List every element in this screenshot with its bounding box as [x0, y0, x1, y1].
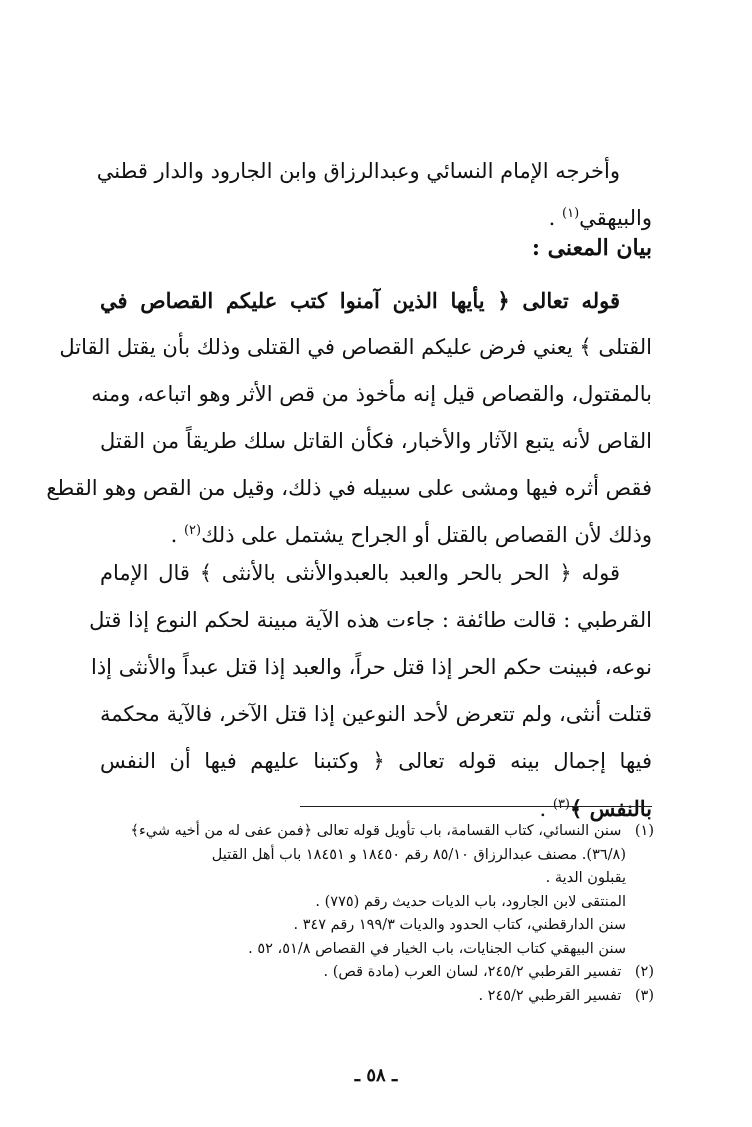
paragraph-line: القاص لأنه يتبع الآثار والأخبار، فكأن القاتل سلك طريقاً من القتل: [100, 429, 652, 453]
end-mark: .: [170, 523, 178, 547]
paragraph-line: فقص أثره فيها ومشى على سبيله في ذلك، وقيل من القص وهو القطع: [46, 476, 652, 500]
footnotes: [98, 820, 654, 1008]
paragraph-2: [46, 277, 652, 559]
paragraph-line: قوله ﴿ الحر بالحر والعبد بالعبدوالأنثى بالأنثى ﴾ قال الإمام: [100, 561, 620, 585]
paragraph-line: بالنفس ﴾: [570, 796, 652, 821]
footnote-number: (٣): [634, 987, 654, 1004]
section-heading: بيان المعنى :: [531, 235, 652, 261]
page-number: ـ ٥٨ ـ: [354, 1065, 398, 1086]
footnote-line: سنن البيهقي كتاب الجنايات، باب الخيار في القصاص ٥١/٨، ٥٢ .: [248, 940, 626, 957]
footnote-2: [98, 961, 654, 985]
paragraph-line: وذلك لأن القصاص بالقتل أو الجراح يشتمل على ذلك: [201, 523, 652, 547]
footnote-text: تفسير القرطبي ٢٤٥/٢، لسان العرب (مادة قص) .: [323, 964, 622, 980]
footnote-reference: (١): [562, 206, 580, 221]
paragraph-line: قتلت أنثى، ولم تتعرض لأحد النوعين إذا قتل الآخر، فالآية محكمة: [100, 702, 652, 726]
end-mark: .: [539, 797, 547, 821]
footnote-line: سنن الدارقطني، كتاب الحدود والديات ١٩٩/٣ رقم ٣٤٧ .: [293, 917, 626, 933]
footnote-line: (٣٦/٨). مصنف عبدالرزاق ٨٥/١٠ رقم ١٨٤٥٠ و ١٨٤٥١ باب أهل القتيل: [211, 846, 626, 863]
footnote-reference: (٢): [183, 523, 202, 538]
footnote-3: [98, 985, 654, 1009]
footnote-text: سنن النسائي، كتاب القسامة، باب تأويل قوله تعالى ﴿فمن عفى له من أخيه شيء﴾: [130, 823, 622, 839]
footnote-number: (١): [634, 823, 654, 839]
footnote-number: (٢): [634, 964, 654, 980]
footnote-reference: (٣): [552, 797, 570, 812]
paragraph-3: [89, 550, 652, 832]
footnote-line: المنتقى لابن الجارود، باب الديات حديث رقم (٧٧٥) .: [315, 893, 626, 910]
paragraph-line: وأخرجه الإمام النسائي وعبدالرزاق وابن الجارود والدار قطني: [96, 159, 620, 183]
paragraph-line: نوعه، فبينت حكم الحر إذا قتل حراً، والعبد إذا قتل عبداً والأنثى إذا: [91, 655, 652, 679]
end-mark: .: [548, 206, 556, 230]
paragraph-line: القتلى ﴾ يعني فرض عليكم القصاص في القتلى وذلك بأن يقتل القاتل: [59, 335, 652, 359]
paragraph-line: فيها إجمال بينه قوله تعالى ﴿ وكتبنا عليهم فيها أن النفس: [100, 749, 652, 773]
footnote-text: تفسير القرطبي ٢٤٥/٢ .: [478, 987, 622, 1004]
paragraph-line: والبيهقي: [579, 206, 652, 230]
footnote-1: [98, 820, 654, 844]
paragraph-line: القرطبي : قالت طائفة : جاءت هذه الآية مبينة لحكم النوع إذا قتل: [89, 608, 652, 632]
paragraph-line: قوله تعالى ﴿ يأيها الذين آمنوا كتب عليكم القصاص في: [100, 288, 620, 313]
footnote-line: يقبلون الدية .: [545, 870, 626, 886]
paragraph-line: بالمقتول، والقصاص قيل إنه مأخوذ من قص الأثر وهو اتباعه، ومنه: [91, 382, 652, 406]
footnote-separator: [300, 806, 652, 807]
